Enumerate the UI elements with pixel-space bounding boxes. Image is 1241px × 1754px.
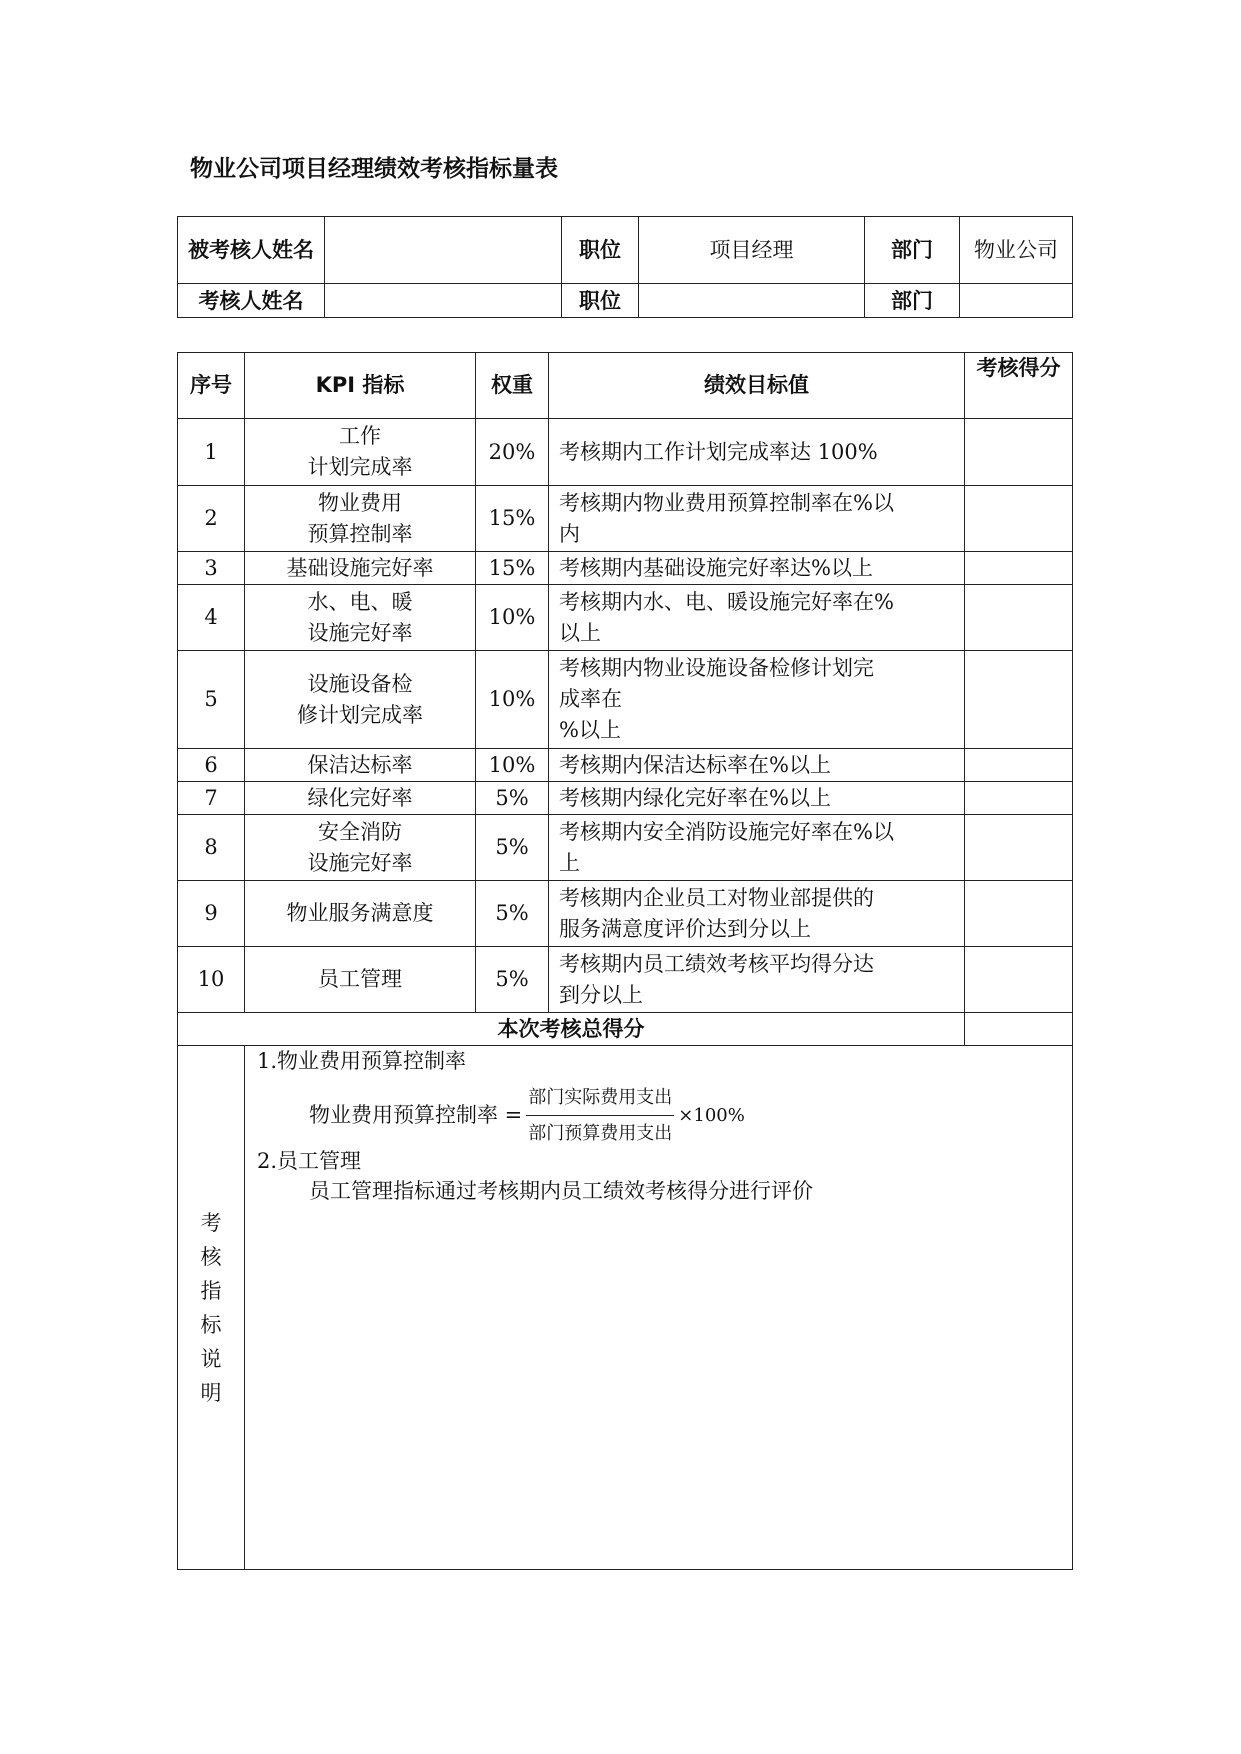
cost-control-formula xyxy=(309,1082,745,1149)
kpi-indicator: 绿化完好率 xyxy=(245,782,476,815)
kpi-weight: 15% xyxy=(476,486,549,552)
kpi-indicator: 工作 计划完成率 xyxy=(245,419,476,486)
header-indicator: KPI 指标 xyxy=(245,353,476,419)
kpi-score-field[interactable] xyxy=(965,815,1073,881)
assessee-name-field[interactable] xyxy=(325,217,562,284)
assessor-dept-label: 部门 xyxy=(865,284,960,318)
kpi-target: 考核期内基础设施完好率达%以上 xyxy=(549,552,965,585)
kpi-score-field[interactable] xyxy=(965,486,1073,552)
total-score-row xyxy=(178,1013,1073,1046)
kpi-weight: 15% xyxy=(476,552,549,585)
kpi-target: 考核期内安全消防设施完好率在%以 上 xyxy=(549,815,965,881)
kpi-weight: 10% xyxy=(476,749,549,782)
kpi-indicator: 基础设施完好率 xyxy=(245,552,476,585)
assessor-dept-field[interactable] xyxy=(960,284,1073,318)
formula-numerator: 部门实际费用支出 xyxy=(526,1082,674,1116)
kpi-row xyxy=(178,651,1073,749)
kpi-score-field[interactable] xyxy=(965,881,1073,947)
kpi-seq: 6 xyxy=(178,749,245,782)
header-score: 考核得分 xyxy=(965,353,1073,419)
kpi-weight: 5% xyxy=(476,947,549,1013)
kpi-target: 考核期内员工绩效考核平均得分达 到分以上 xyxy=(549,947,965,1013)
total-score-field[interactable] xyxy=(965,1013,1073,1046)
formula-denominator: 部门预算费用支出 xyxy=(528,1123,673,1144)
assessee-dept-label: 部门 xyxy=(865,217,960,284)
kpi-weight: 10% xyxy=(476,585,549,651)
assessor-position-field[interactable] xyxy=(639,284,865,318)
kpi-weight: 5% xyxy=(476,881,549,947)
kpi-score-field[interactable] xyxy=(965,651,1073,749)
header-weight: 权重 xyxy=(476,353,549,419)
kpi-target: 考核期内物业设施设备检修计划完 成率在 %以上 xyxy=(549,651,965,749)
kpi-row xyxy=(178,749,1073,782)
kpi-target: 考核期内企业员工对物业部提供的 服务满意度评价达到分以上 xyxy=(549,881,965,947)
kpi-header-row xyxy=(178,353,1073,419)
kpi-target: 考核期内工作计划完成率达 100% xyxy=(549,419,965,486)
formula-fraction xyxy=(526,1082,674,1149)
kpi-indicator: 设施设备检 修计划完成率 xyxy=(245,651,476,749)
total-score-label: 本次考核总得分 xyxy=(178,1013,965,1046)
kpi-score-field[interactable] xyxy=(965,782,1073,815)
kpi-indicator: 保洁达标率 xyxy=(245,749,476,782)
kpi-score-field[interactable] xyxy=(965,585,1073,651)
kpi-weight: 10% xyxy=(476,651,549,749)
kpi-row xyxy=(178,782,1073,815)
kpi-row xyxy=(178,815,1073,881)
kpi-weight: 20% xyxy=(476,419,549,486)
formula-lhs: 物业费用预算控制率 = xyxy=(309,1103,523,1127)
note-item1-title: 1.物业费用预算控制率 xyxy=(257,1049,467,1073)
kpi-seq: 5 xyxy=(178,651,245,749)
note-item2-title: 2.员工管理 xyxy=(257,1149,362,1173)
note-item2-text: 员工管理指标通过考核期内员工绩效考核得分进行评价 xyxy=(309,1179,813,1203)
assessee-position-label: 职位 xyxy=(562,217,639,284)
assessee-position-value[interactable]: 项目经理 xyxy=(639,217,865,284)
assessee-name-label: 被考核人姓名 xyxy=(178,217,325,284)
kpi-seq: 3 xyxy=(178,552,245,585)
kpi-score-field[interactable] xyxy=(965,749,1073,782)
assessor-name-field[interactable] xyxy=(325,284,562,318)
formula-multiplier: ×100% xyxy=(678,1105,745,1126)
kpi-seq: 2 xyxy=(178,486,245,552)
assessee-dept-value[interactable]: 物业公司 xyxy=(960,217,1073,284)
assessment-info-table xyxy=(177,216,1073,318)
kpi-indicator: 员工管理 xyxy=(245,947,476,1013)
kpi-table xyxy=(177,352,1073,1570)
info-row-assessee xyxy=(178,217,1073,284)
kpi-indicator: 水、电、暖 设施完好率 xyxy=(245,585,476,651)
notes-content xyxy=(245,1046,1073,1570)
kpi-weight: 5% xyxy=(476,782,549,815)
notes-row xyxy=(178,1046,1073,1570)
kpi-target: 考核期内绿化完好率在%以上 xyxy=(549,782,965,815)
kpi-seq: 4 xyxy=(178,585,245,651)
kpi-score-field[interactable] xyxy=(965,947,1073,1013)
kpi-seq: 8 xyxy=(178,815,245,881)
kpi-row xyxy=(178,881,1073,947)
kpi-weight: 5% xyxy=(476,815,549,881)
header-target: 绩效目标值 xyxy=(549,353,965,419)
kpi-seq: 9 xyxy=(178,881,245,947)
kpi-target: 考核期内保洁达标率在%以上 xyxy=(549,749,965,782)
info-row-assessor xyxy=(178,284,1073,318)
assessor-position-label: 职位 xyxy=(562,284,639,318)
kpi-target: 考核期内物业费用预算控制率在%以 内 xyxy=(549,486,965,552)
notes-label-cell xyxy=(178,1046,245,1570)
kpi-row xyxy=(178,419,1073,486)
kpi-score-field[interactable] xyxy=(965,419,1073,486)
kpi-seq: 1 xyxy=(178,419,245,486)
kpi-indicator: 安全消防 设施完好率 xyxy=(245,815,476,881)
kpi-row xyxy=(178,585,1073,651)
kpi-score-field[interactable] xyxy=(965,552,1073,585)
kpi-indicator: 物业费用 预算控制率 xyxy=(245,486,476,552)
kpi-seq: 7 xyxy=(178,782,245,815)
kpi-row xyxy=(178,486,1073,552)
kpi-row xyxy=(178,552,1073,585)
kpi-target: 考核期内水、电、暖设施完好率在% 以上 xyxy=(549,585,965,651)
kpi-row xyxy=(178,947,1073,1013)
assessor-name-label: 考核人姓名 xyxy=(178,284,325,318)
kpi-seq: 10 xyxy=(178,947,245,1013)
notes-label: 考核指标说明 xyxy=(200,1210,222,1405)
page-title: 物业公司项目经理绩效考核指标量表 xyxy=(190,156,558,182)
header-seq: 序号 xyxy=(178,353,245,419)
kpi-indicator: 物业服务满意度 xyxy=(245,881,476,947)
